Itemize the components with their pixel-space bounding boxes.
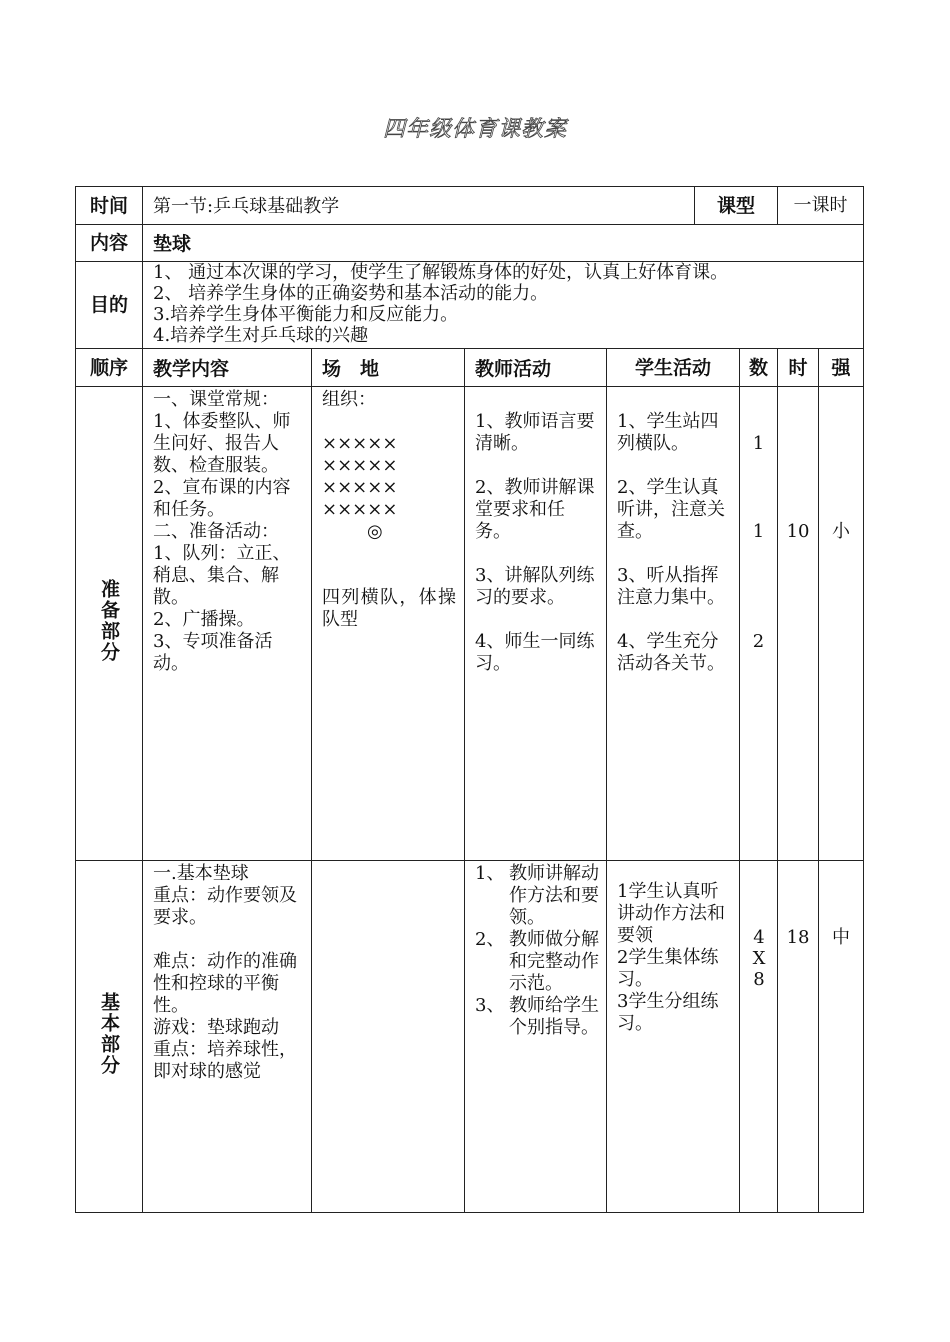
content-label: 内容	[76, 225, 143, 262]
prep-content-line: 2、广播操。	[153, 609, 255, 630]
header-site: 场 地	[312, 349, 465, 387]
basic-row	[76, 861, 864, 1213]
prep-student-line: 4、学生充分活动各关节。	[617, 631, 725, 674]
basic-content-line: 重点：动作要领及要求。	[153, 885, 297, 928]
basic-content	[143, 861, 312, 1213]
item-text: 教师给学生个别指导。	[509, 995, 599, 1038]
prep-student-line: 1、学生站四列横队。	[617, 411, 719, 454]
prep-content-line: 1、体委整队、师生问好、报告人数、检查服装。	[153, 411, 291, 476]
header-student: 学生活动	[607, 349, 740, 387]
prep-counts	[740, 387, 778, 861]
prep-teacher-line: 2、教师讲解课堂要求和任务。	[475, 477, 595, 542]
goal-line: 4.培养学生对乒乓球的兴趣	[153, 325, 369, 346]
prep-count: 1	[752, 521, 765, 542]
prep-content-line: 1、队列：立正、稍息、集合、解散。	[153, 543, 291, 608]
prep-teacher-line: 4、师生一同练习。	[475, 631, 595, 674]
type-label: 课型	[695, 187, 778, 225]
prep-content-line: 3、专项准备活动。	[153, 631, 273, 674]
basic-teacher	[465, 861, 607, 1213]
teacher-position-mark: ◎	[367, 521, 383, 542]
basic-content-line: 重点：培养球性，即对球的感觉	[153, 1039, 297, 1082]
prep-content	[143, 387, 312, 861]
goal-line: 1、 通过本次课的学习，使学生了解锻炼身体的好处，认真上好体育课。	[153, 262, 729, 283]
header-content: 教学内容	[143, 349, 312, 387]
basic-content-line: 一.基本垫球	[153, 863, 249, 884]
prep-teacher	[465, 387, 607, 861]
basic-label-cell	[76, 861, 143, 1213]
prep-content-line: 一、课堂常规：	[153, 389, 279, 410]
header-row	[76, 349, 864, 387]
type-value: 一课时	[778, 187, 864, 225]
time-label: 时间	[76, 187, 143, 225]
formation-row: ×××××	[322, 477, 398, 498]
basic-teacher-item	[475, 995, 600, 1039]
goal-label: 目的	[76, 262, 143, 349]
basic-content-line: 难点：动作的准确性和控球的平衡性。	[153, 951, 297, 1016]
prep-label: 准备部分	[98, 579, 120, 663]
row-time	[76, 187, 864, 225]
goal-line: 3.培养学生身体平衡能力和反应能力。	[153, 304, 459, 325]
basic-teacher-item	[475, 929, 600, 995]
item-number: 3、	[475, 995, 505, 1016]
basic-intensity: 中	[819, 861, 864, 1213]
prep-content-line: 二、准备活动：	[153, 521, 279, 542]
site-org: 组织：	[322, 389, 376, 410]
header-count: 数	[740, 349, 778, 387]
goal-lines	[143, 262, 864, 349]
header-teacher: 教师活动	[465, 349, 607, 387]
basic-count-cell	[740, 861, 778, 1213]
time-value: 第一节:乒乓球基础教学	[143, 187, 695, 225]
site-note: 四列横队，体操队型	[322, 587, 456, 630]
page-title: 四年级体育课教案	[382, 117, 567, 142]
item-number: 1、	[475, 863, 505, 884]
prep-row	[76, 387, 864, 861]
item-text: 教师讲解动作方法和要领。	[509, 863, 599, 928]
content-value: 垫球	[143, 225, 864, 262]
row-goal	[76, 262, 864, 349]
prep-content-line: 2、宣布课的内容和任务。	[153, 477, 291, 520]
basic-student	[607, 861, 740, 1213]
prep-count: 1	[752, 433, 765, 454]
prep-student-line: 3、听从指挥注意力集中。	[617, 565, 725, 608]
goal-line: 2、 培养学生身体的正确姿势和基本活动的能力。	[153, 283, 549, 304]
basic-teacher-item	[475, 863, 600, 929]
lesson-plan-table	[75, 186, 864, 1213]
prep-time: 10	[778, 387, 819, 861]
prep-intensity: 小	[819, 387, 864, 861]
row-content	[76, 225, 864, 262]
prep-student-line: 2、学生认真听讲，注意关查。	[617, 477, 725, 542]
basic-site	[312, 861, 465, 1213]
formation-row: ×××××	[322, 499, 398, 520]
prep-label-cell	[76, 387, 143, 861]
basic-time: 18	[778, 861, 819, 1213]
basic-student-line: 1学生认真听讲动作方法和要领	[617, 881, 725, 946]
prep-site	[312, 387, 465, 861]
header-order: 顺序	[76, 349, 143, 387]
header-intensity: 强	[819, 349, 864, 387]
basic-student-line: 2学生集体练习。	[617, 947, 719, 990]
basic-count: 4X8	[748, 927, 770, 990]
formation-row: ×××××	[322, 433, 398, 454]
basic-content-line: 游戏：垫球跑动	[153, 1017, 279, 1038]
prep-student	[607, 387, 740, 861]
header-time: 时	[778, 349, 819, 387]
basic-label: 基本部分	[98, 992, 120, 1076]
item-text: 教师做分解和完整动作示范。	[509, 929, 599, 994]
prep-count: 2	[752, 631, 765, 652]
item-number: 2、	[475, 929, 505, 950]
prep-teacher-line: 1、教师语言要清晰。	[475, 411, 595, 454]
prep-teacher-line: 3、讲解队列练习的要求。	[475, 565, 595, 608]
basic-student-line: 3学生分组练习。	[617, 991, 719, 1034]
formation-row: ×××××	[322, 455, 398, 476]
